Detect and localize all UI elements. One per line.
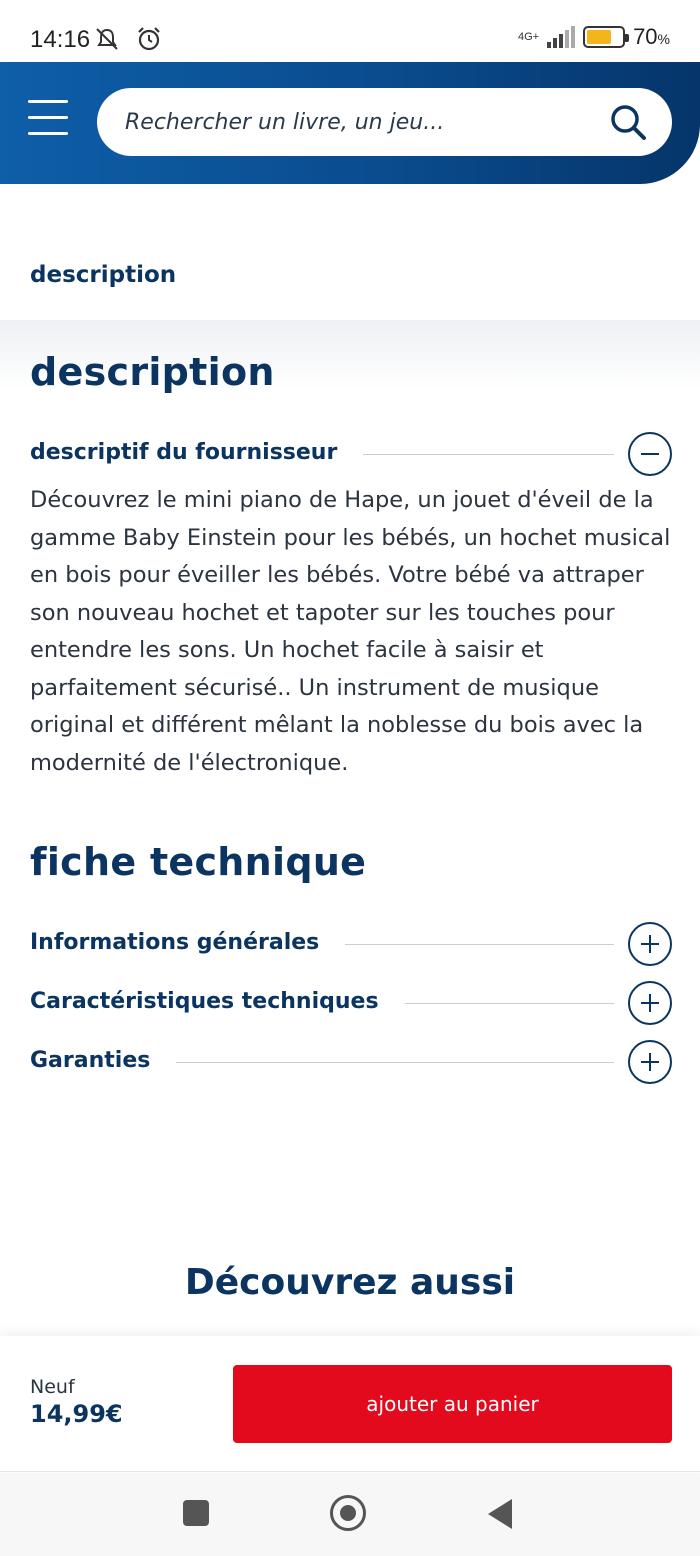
battery-percent: 70% — [633, 24, 670, 49]
alarm-icon — [136, 26, 162, 52]
accordion-supplier-description[interactable] — [30, 432, 672, 476]
expand-icon[interactable] — [628, 1040, 672, 1084]
menu-icon[interactable] — [28, 100, 68, 136]
accordion-warranties[interactable] — [30, 1040, 672, 1084]
accordion-technical-features[interactable] — [30, 981, 672, 1025]
technical-title: fiche technique — [30, 840, 367, 884]
collapse-icon[interactable] — [628, 432, 672, 476]
muted-notifications-icon — [94, 26, 120, 52]
battery-icon — [583, 26, 625, 48]
network-type: 4G+ — [517, 31, 540, 43]
discover-also-title: Découvrez aussi — [184, 1262, 516, 1303]
accordion-title[interactable]: Caractéristiques techniques — [30, 989, 405, 1014]
battery-fill — [587, 30, 611, 44]
recents-icon[interactable] — [183, 1500, 209, 1526]
expand-icon[interactable] — [628, 981, 672, 1025]
accordion-title[interactable]: Garanties — [30, 1048, 176, 1073]
app-header — [0, 62, 700, 184]
status-time: 14:16 — [30, 26, 91, 53]
system-nav-bar — [0, 1473, 700, 1556]
home-icon[interactable] — [330, 1495, 366, 1531]
status-bar — [0, 0, 700, 62]
back-icon[interactable] — [488, 1499, 512, 1529]
accordion-title[interactable]: descriptif du fournisseur — [30, 440, 363, 465]
accordion-general-info[interactable] — [30, 922, 672, 966]
expand-icon[interactable] — [628, 922, 672, 966]
signal-icon — [547, 26, 575, 48]
search-icon[interactable] — [608, 102, 648, 142]
accordion-title[interactable]: Informations générales — [30, 930, 345, 955]
price: 14,99€ — [30, 1400, 123, 1428]
description-text: Découvrez le mini piano de Hape, un jouet d'éveil de la gamme Baby Einstein pour les bébés, un hochet musical en bois pour éveiller les bébés. Votre bébé va attraper son nouveau hochet et tapoter sur les touches pour entendre les sons. Un hochet facile à saisir et parfaitement sécurisé.. Un instrument de musique original et différent mêlant la noblesse du bois avec la modernité de l'électronique. — [30, 487, 671, 776]
condition-label: Neuf — [30, 1376, 75, 1398]
status-right — [518, 24, 670, 50]
cart-bar — [0, 1336, 700, 1472]
search-input[interactable] — [125, 88, 595, 156]
search-bar — [97, 88, 672, 156]
add-to-cart-button[interactable]: ajouter au panier — [233, 1365, 672, 1443]
description-title: description — [30, 350, 275, 394]
breadcrumb[interactable]: description — [30, 262, 177, 288]
